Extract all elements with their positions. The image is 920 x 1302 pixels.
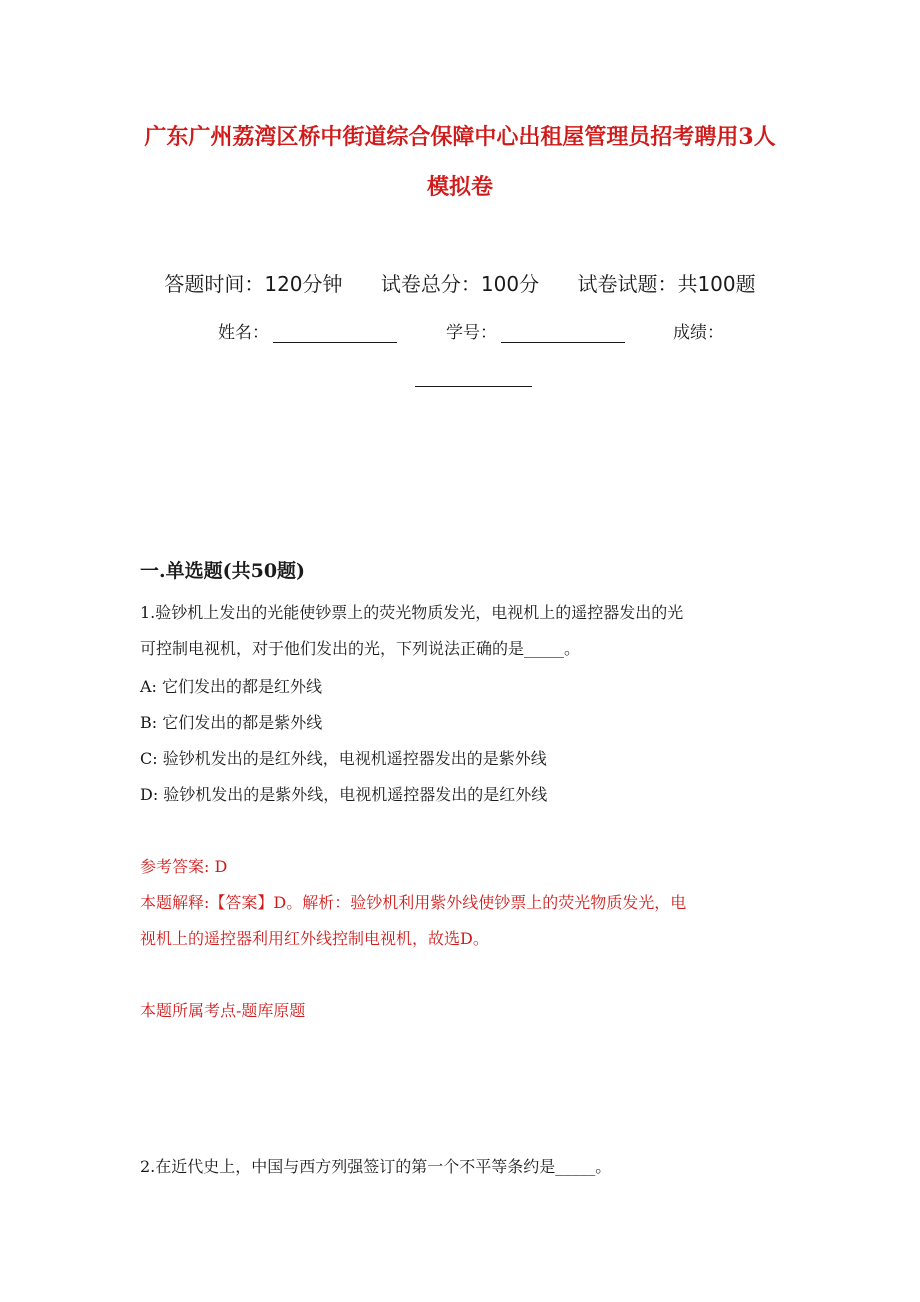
student-id-label: 学号： [446, 323, 497, 343]
score-label: 成绩： [673, 323, 724, 343]
question-2-stem-line-1: 2.在近代史上，中国与西方列强签订的第一个不平等条约是_____。 [140, 1157, 612, 1176]
question-1-source: 本题所属考点-题库原题 [140, 1001, 306, 1020]
question-1-explanation-line-2: 视机上的遥控器利用红外线控制电视机，故选D。 [140, 929, 489, 948]
question-1-option-a: A: 它们发出的都是红外线 [140, 677, 323, 696]
document-title-line-1: 广东广州荔湾区桥中街道综合保障中心出租屋管理员招考聘用3人 [144, 124, 776, 150]
name-field [218, 318, 397, 343]
name-label: 姓名： [218, 323, 269, 343]
question-1-stem-line-2: 可控制电视机，对于他们发出的光，下列说法正确的是_____。 [140, 639, 581, 658]
exam-meta-row [0, 268, 920, 297]
question-1-explanation-line-1: 本题解释:【答案】D。解析：验钞机利用紫外线使钞票上的荧光物质发光，电 [140, 893, 687, 912]
exam-question-count: 试卷试题：共100题 [577, 272, 756, 296]
question-1-answer: 参考答案: D [140, 857, 228, 876]
exam-time: 答题时间：120分钟 [164, 272, 343, 296]
score-field [673, 318, 724, 343]
section-heading: 一.单选题(共50题) [140, 560, 306, 582]
student-id-field [446, 318, 625, 343]
question-1-option-d: D: 验钞机发出的是紫外线，电视机遥控器发出的是红外线 [140, 785, 548, 804]
document-title-line-2: 模拟卷 [426, 174, 493, 200]
name-blank [273, 322, 397, 343]
exam-total-score: 试卷总分：100分 [380, 272, 540, 296]
question-1-stem-line-1: 1.验钞机上发出的光能使钞票上的荧光物质发光，电视机上的遥控器发出的光 [140, 603, 684, 622]
score-blank [415, 372, 532, 387]
student-id-blank [501, 322, 625, 343]
question-1-option-b: B: 它们发出的都是紫外线 [140, 713, 323, 732]
question-1-option-c: C: 验钞机发出的是红外线，电视机遥控器发出的是紫外线 [140, 749, 547, 768]
